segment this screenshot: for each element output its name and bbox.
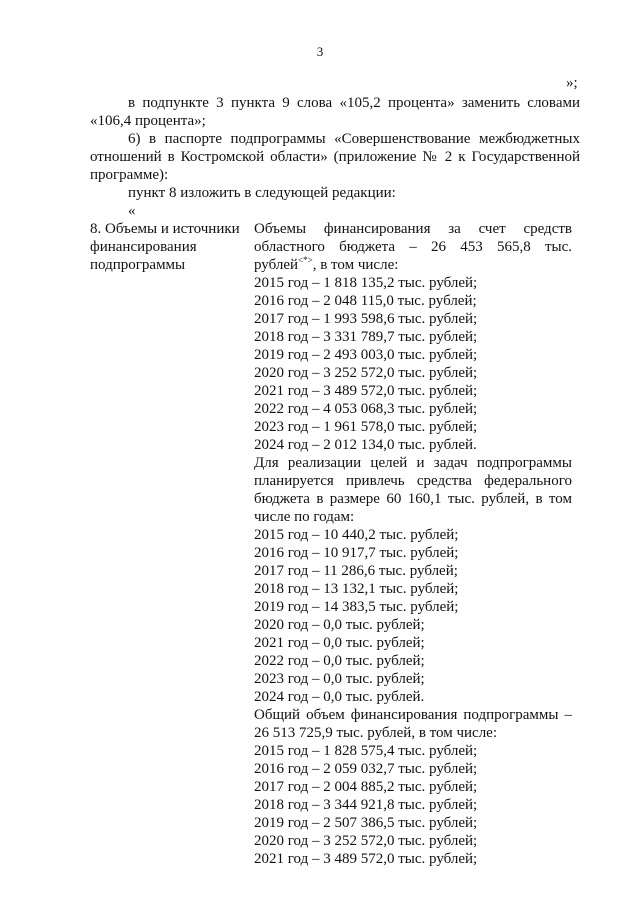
funding-text-line: Объемы финансирования за счет средств (254, 221, 572, 237)
year-amount-line: 2018 год – 13 132,1 тыс. рублей; (254, 581, 459, 597)
year-amount-line: 2020 год – 3 252 572,0 тыс. рублей; (254, 833, 478, 849)
funding-text-line: планируется привлечь средства федерального (254, 473, 572, 489)
year-amount-line: 2016 год – 2 059 032,7 тыс. рублей; (254, 761, 478, 777)
closing-quote: »; (566, 75, 578, 91)
year-amount-line: 2024 год – 2 012 134,0 тыс. рублей. (254, 437, 477, 453)
year-amount-line: 2015 год – 10 440,2 тыс. рублей; (254, 527, 459, 543)
year-amount-line: 2017 год – 1 993 598,6 тыс. рублей; (254, 311, 478, 327)
year-amount-line: 2018 год – 3 344 921,8 тыс. рублей; (254, 797, 478, 813)
table-row-label: 8. Объемы и источники (90, 221, 240, 237)
year-amount-line: 2016 год – 10 917,7 тыс. рублей; (254, 545, 459, 561)
year-amount-line: 2021 год – 3 489 572,0 тыс. рублей; (254, 851, 478, 867)
paragraph-line: 6) в паспорте подпрограммы «Совершенствование межбюджетных (128, 131, 580, 147)
funding-text-line: числе по годам: (254, 509, 355, 525)
year-amount-line: 2020 год – 3 252 572,0 тыс. рублей; (254, 365, 478, 381)
page-number: 3 (316, 44, 324, 59)
year-amount-line: 2021 год – 0,0 тыс. рублей; (254, 635, 425, 651)
year-amount-line: 2015 год – 1 828 575,4 тыс. рублей; (254, 743, 478, 759)
footnote-marker: <*> (298, 255, 313, 265)
paragraph-line: в подпункте 3 пункта 9 слова «105,2 процента» заменить словами (128, 95, 580, 111)
year-amount-line: 2015 год – 1 818 135,2 тыс. рублей; (254, 275, 478, 291)
table-row-label: подпрограммы (90, 257, 186, 273)
paragraph-line: пункт 8 изложить в следующей редакции: (128, 185, 396, 201)
year-amount-line: 2023 год – 0,0 тыс. рублей; (254, 671, 425, 687)
year-amount-line: 2022 год – 0,0 тыс. рублей; (254, 653, 425, 669)
year-amount-line: 2022 год – 4 053 068,3 тыс. рублей; (254, 401, 478, 417)
year-amount-line: 2020 год – 0,0 тыс. рублей; (254, 617, 425, 633)
year-amount-line: 2019 год – 2 493 003,0 тыс. рублей; (254, 347, 478, 363)
paragraph-line: отношений в Костромской области» (приложение № 2 к Государственной (90, 149, 580, 165)
funding-text-line: 26 513 725,9 тыс. рублей, в том числе: (254, 725, 498, 741)
year-amount-line: 2019 год – 2 507 386,5 тыс. рублей; (254, 815, 478, 831)
paragraph-line: «106,4 процента»; (90, 113, 206, 129)
funding-text-line: Для реализации целей и задач подпрограммы (254, 455, 572, 471)
year-amount-line: 2023 год – 1 961 578,0 тыс. рублей; (254, 419, 478, 435)
funding-text-line: Общий объем финансирования подпрограммы – (254, 707, 572, 723)
funding-text-line: областного бюджета – 26 453 565,8 тыс. (254, 239, 572, 255)
year-amount-line: 2021 год – 3 489 572,0 тыс. рублей; (254, 383, 478, 399)
year-amount-line: 2017 год – 11 286,6 тыс. рублей; (254, 563, 458, 579)
funding-text-line: рублей<*>, в том числе: (254, 255, 399, 273)
year-amount-line: 2019 год – 14 383,5 тыс. рублей; (254, 599, 459, 615)
opening-quote: « (128, 203, 136, 219)
year-amount-line: 2018 год – 3 331 789,7 тыс. рублей; (254, 329, 478, 345)
year-amount-line: 2024 год – 0,0 тыс. рублей. (254, 689, 425, 705)
year-amount-line: 2016 год – 2 048 115,0 тыс. рублей; (254, 293, 477, 309)
table-row-label: финансирования (90, 239, 197, 255)
funding-text-line: бюджета в размере 60 160,1 тыс. рублей, в том (254, 491, 572, 507)
year-amount-line: 2017 год – 2 004 885,2 тыс. рублей; (254, 779, 478, 795)
paragraph-line: программе): (90, 167, 169, 183)
